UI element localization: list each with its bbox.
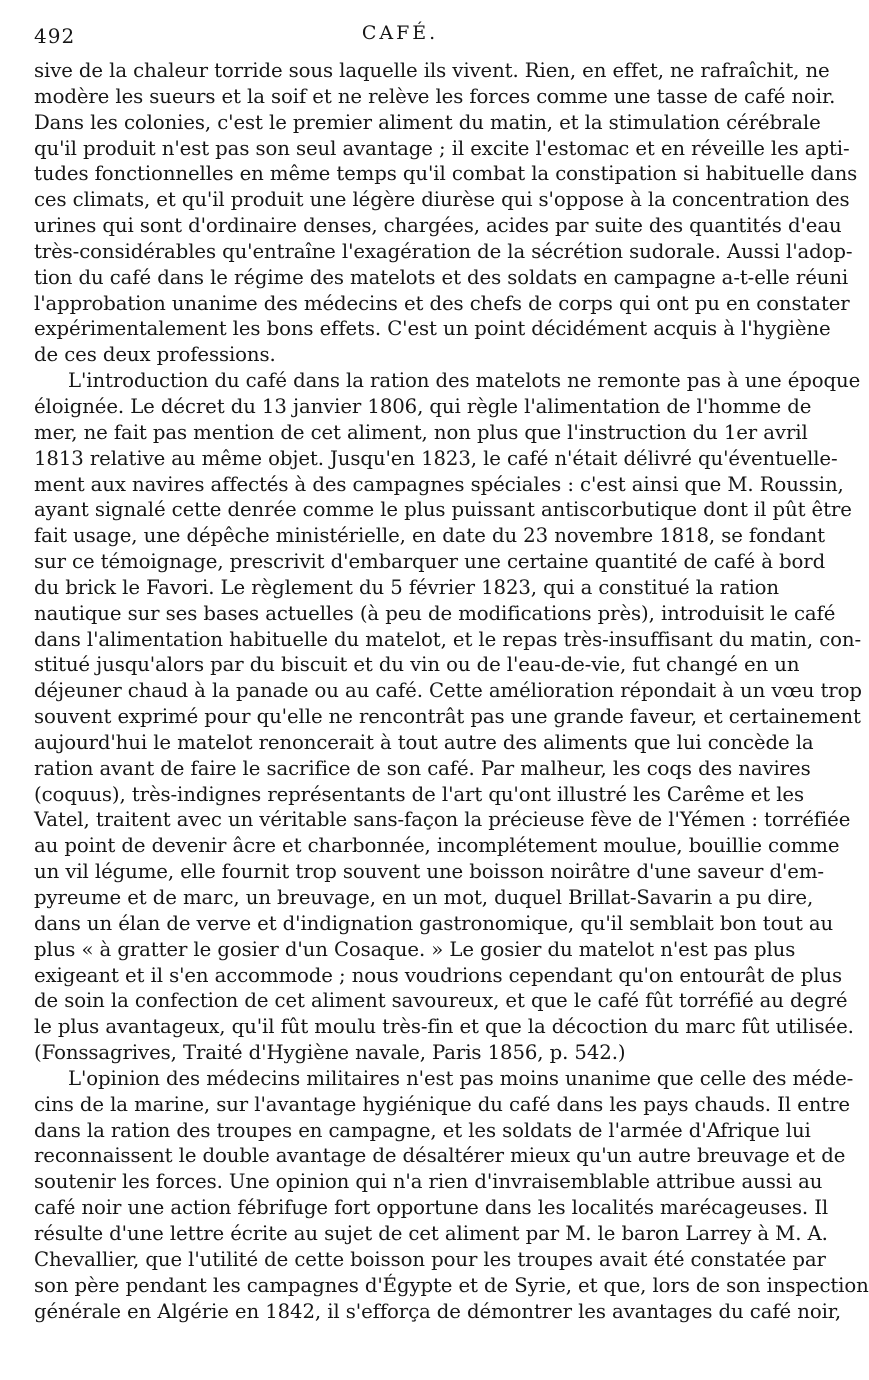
text-line: sur ce témoignage, prescrivit d'embarquer une certaine quantité de café à bord: [34, 550, 826, 574]
text-line: un vil légume, elle fournit trop souvent une boisson noirâtre d'une saveur d'em-: [34, 860, 824, 884]
text-line: déjeuner chaud à la panade ou au café. Cette amélioration répondait à un vœu trop: [34, 679, 862, 703]
text-line: modère les sueurs et la soif et ne relève les forces comme une tasse de café noir.: [34, 84, 836, 108]
text-line: cins de la marine, sur l'avantage hygiénique du café dans les pays chauds. Il entre: [34, 1092, 850, 1116]
text-line: dans l'alimentation habituelle du matelot, et le repas très-insuffisant du matin, con-: [34, 627, 862, 651]
text-line: soutenir les forces. Une opinion qui n'a rien d'invraisemblable attribue aussi au: [34, 1170, 823, 1194]
text-line: du brick le Favori. Le règlement du 5 février 1823, qui a constitué la ration: [34, 575, 780, 599]
running-title: CAFÉ.: [361, 22, 439, 44]
text-line: le plus avantageux, qu'il fût moulu très-fin et que la décoction du marc fût utilisée.: [34, 1015, 854, 1039]
text-line: l'approbation unanime des médecins et des chefs de corps qui ont pu en constater: [34, 291, 850, 315]
text-line: sive de la chaleur torride sous laquelle ils vivent. Rien, en effet, ne rafraîchit, ne: [34, 59, 830, 82]
text-line: qu'il produit n'est pas son seul avantage ; il excite l'estomac et en réveille les apti-: [34, 136, 850, 160]
page-header: [34, 20, 766, 54]
text-line: (Fonssagrives, Traité d'Hygiène navale, Paris 1856, p. 542.): [34, 1041, 626, 1065]
text-line: expérimentalement les bons effets. C'est un point décidément acquis à l'hygiène: [34, 317, 831, 341]
text-line: générale en Algérie en 1842, il s'efforça de démontrer les avantages du café noir,: [34, 1299, 842, 1323]
text-line: stitué jusqu'alors par du biscuit et du vin ou de l'eau-de-vie, fut changé en un: [34, 653, 800, 677]
text-line: ration avant de faire le sacrifice de son café. Par malheur, les coqs des navires: [34, 756, 811, 780]
text-line: de ces deux professions.: [34, 343, 276, 367]
text-line: L'opinion des médecins militaires n'est pas moins unanime que celle des méde-: [68, 1066, 854, 1090]
body-text: [34, 58, 869, 1324]
text-line: souvent exprimé pour qu'elle ne rencontrât pas une grande faveur, et certainement: [34, 705, 861, 729]
text-line: très-considérables qu'entraîne l'exagération de la sécrétion sudorale. Aussi l'adop-: [34, 239, 853, 263]
text-line: urines qui sont d'ordinaire denses, chargées, acides par suite des quantités d'eau: [34, 214, 842, 238]
text-line: L'introduction du café dans la ration des matelots ne remonte pas à une époque: [68, 369, 861, 393]
text-line: dans un élan de verve et d'indignation gastronomique, qu'il semblait bon tout au: [34, 911, 834, 935]
text-line: (coquus), très-indignes représentants de l'art qu'ont illustré les Carême et les: [34, 782, 804, 806]
text-line: ment aux navires affectés à des campagnes spéciales : c'est ainsi que M. Roussin,: [34, 472, 844, 496]
text-line: nautique sur ses bases actuelles (à peu de modifications près), introduisit le café: [34, 601, 836, 625]
paragraph: [34, 58, 858, 368]
text-line: au point de devenir âcre et charbonnée, incomplétement moulue, bouillie comme: [34, 834, 840, 858]
page-number: 492: [34, 24, 76, 48]
text-line: reconnaissent le double avantage de désaltérer mieux qu'un autre breuvage et de: [34, 1144, 846, 1168]
text-line: pyreume et de marc, un breuvage, en un mot, duquel Brillat-Savarin a pu dire,: [34, 886, 814, 909]
text-line: Dans les colonies, c'est le premier aliment du matin, et la stimulation cérébrale: [34, 110, 821, 134]
text-line: 1813 relative au même objet. Jusqu'en 1823, le café n'était délivré qu'éventuelle-: [34, 446, 838, 470]
text-line: exigeant et il s'en accommode ; nous voudrions cependant qu'on entourât de plus: [34, 963, 843, 987]
text-line: Vatel, traitent avec un véritable sans-façon la précieuse fève de l'Yémen : torréfiée: [34, 808, 851, 832]
paragraph: [34, 1066, 869, 1324]
text-line: éloignée. Le décret du 13 janvier 1806, qui règle l'alimentation de l'homme de: [34, 394, 812, 418]
text-line: résulte d'une lettre écrite au sujet de cet aliment par M. le baron Larrey à M. A.: [34, 1221, 828, 1245]
text-line: ces climats, et qu'il produit une légère diurèse qui s'oppose à la concentration des: [34, 188, 850, 212]
text-line: tudes fonctionnelles en même temps qu'il combat la constipation si habituelle dans: [34, 162, 858, 186]
text-line: son père pendant les campagnes d'Égypte et de Syrie, et que, lors de son inspection: [34, 1273, 869, 1297]
text-line: dans la ration des troupes en campagne, et les soldats de l'armée d'Afrique lui: [34, 1118, 811, 1142]
text-line: de soin la confection de cet aliment savoureux, et que le café fût torréfié au degré: [34, 989, 848, 1013]
text-line: fait usage, une dépêche ministérielle, en date du 23 novembre 1818, se fondant: [34, 524, 825, 548]
text-line: mer, ne fait pas mention de cet aliment, non plus que l'instruction du 1er avril: [34, 420, 808, 444]
text-line: tion du café dans le régime des matelots et des soldats en campagne a-t-elle réuni: [34, 265, 849, 289]
paragraph: [34, 368, 862, 1066]
text-line: aujourd'hui le matelot renoncerait à tout autre des aliments que lui concède la: [34, 730, 814, 754]
text-line: plus « à gratter le gosier d'un Cosaque. » Le gosier du matelot n'est pas plus: [34, 937, 796, 961]
text-line: ayant signalé cette denrée comme le plus puissant antiscorbutique dont il pût être: [34, 498, 852, 522]
text-line: café noir une action fébrifuge fort opportune dans les localités marécageuses. Il: [34, 1196, 829, 1220]
text-line: Chevallier, que l'utilité de cette boisson pour les troupes avait été constatée par: [34, 1247, 826, 1271]
